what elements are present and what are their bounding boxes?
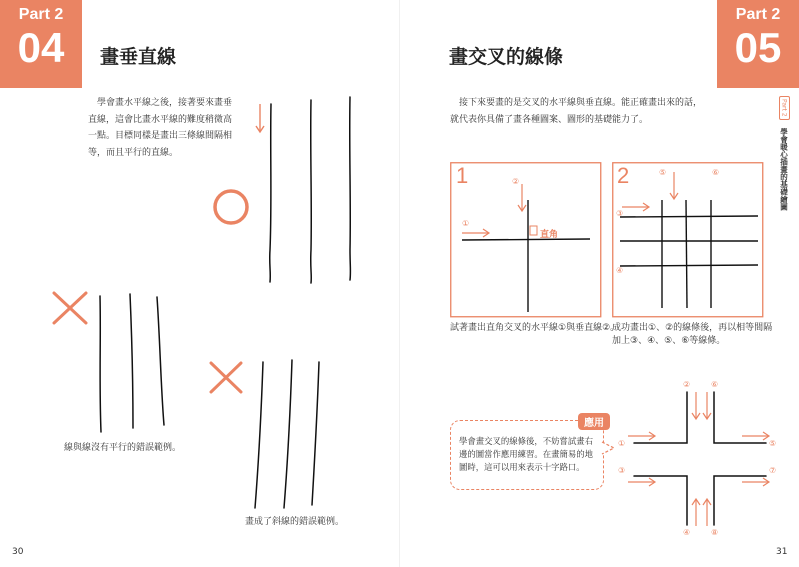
intro-line: 學會畫水平線之後，接著要來畫垂 <box>97 98 233 108</box>
page-number-right: 31 <box>776 547 788 557</box>
crossroad-illustration <box>614 380 784 540</box>
side-tab-part: Part 2 <box>779 96 790 120</box>
page-gutter <box>399 0 400 567</box>
crossroad-label-bottom-2: ⑧ <box>711 528 719 537</box>
arrow-icon <box>628 392 769 526</box>
crossroad-label-right-1: ⑤ <box>769 439 777 448</box>
wrong-x-icon <box>54 293 86 323</box>
crossroad-label-bottom-1: ④ <box>683 528 691 537</box>
caption-slanted: 畫成了斜線的錯誤範例。 <box>245 517 345 527</box>
arrow-icon <box>622 172 678 211</box>
correct-vertical-lines <box>270 97 351 283</box>
badge-part-label: Part 2 <box>735 6 781 23</box>
correct-circle-icon <box>215 191 247 223</box>
arrow-icon <box>462 184 526 237</box>
figure-2-label-4: ④ <box>616 266 624 275</box>
figure-2-label-3: ③ <box>616 209 624 218</box>
figure-2-label-5: ⑤ <box>659 168 667 177</box>
section-badge-right <box>717 0 799 88</box>
side-tab <box>773 96 795 210</box>
intro-line: 接下來要畫的是交叉的水平線與垂直線。能正確畫出來的話， <box>459 98 703 108</box>
crossroad-label-right-2: ⑦ <box>769 466 777 475</box>
down-arrow-icon <box>256 104 264 132</box>
wrong-x-icon <box>211 363 241 392</box>
figure-2-caption-line1: 成功畫出①、②的線條後，再以相等間隔 <box>612 323 773 333</box>
application-note <box>450 420 604 490</box>
right-angle-mark <box>530 226 537 235</box>
intro-line: 等，而且平行的直線。 <box>88 147 179 158</box>
intro-paragraph-right <box>450 95 720 128</box>
slanted-lines <box>255 360 319 508</box>
intro-line: 直線，這會比畫水平線的難度稍微高 <box>88 114 233 125</box>
intro-line: 就代表你具備了畫各種圖案、圖形的基礎能力了。 <box>450 114 649 125</box>
crossroad-label-top-1: ② <box>683 380 691 389</box>
right-angle-label: 直角 <box>540 230 559 240</box>
crossroad-label-top-2: ⑥ <box>711 380 719 389</box>
figure-1-right-angle <box>450 162 602 318</box>
page-number-left: 30 <box>12 547 24 557</box>
figure-1-label-2: ② <box>512 177 520 186</box>
figure-2-number: 2 <box>617 163 630 188</box>
caption-not-parallel: 線與線沒有平行的錯誤範例。 <box>64 443 182 453</box>
badge-section-number: 04 <box>17 24 65 71</box>
application-text: 學會畫交叉的線條後，不妨嘗試畫右邊的圖當作應用練習。在畫簡易的地圖時，這可以用來表示十字路口。 <box>459 436 593 472</box>
figure-2-caption-line2: 加上③、④、⑤、⑥等線條。 <box>612 336 726 346</box>
page-title-right: 畫交叉的線條 <box>449 46 564 68</box>
side-tab-text: 學會暖心插畫的基礎繪圖 <box>779 127 789 211</box>
badge-section-number: 05 <box>734 24 782 71</box>
application-tag: 應用 <box>578 413 610 430</box>
page-title-left: 畫垂直線 <box>100 46 177 68</box>
figure-2-grid <box>612 162 764 318</box>
left-illustrations <box>0 0 399 567</box>
badge-part-label: Part 2 <box>18 6 64 23</box>
intro-line: 一點。目標同樣是畫出三條線間隔相 <box>88 131 233 141</box>
figure-1-caption: 試著畫出直角交叉的水平線①與垂直線②。 <box>450 323 620 333</box>
crossroad-label-left-1: ① <box>618 439 626 448</box>
non-parallel-lines <box>100 294 164 432</box>
figure-2-label-6: ⑥ <box>712 168 720 177</box>
figure-1-label-1: ① <box>462 219 470 228</box>
crossroad-label-left-2: ③ <box>618 466 626 475</box>
figure-1-number: 1 <box>456 163 469 188</box>
